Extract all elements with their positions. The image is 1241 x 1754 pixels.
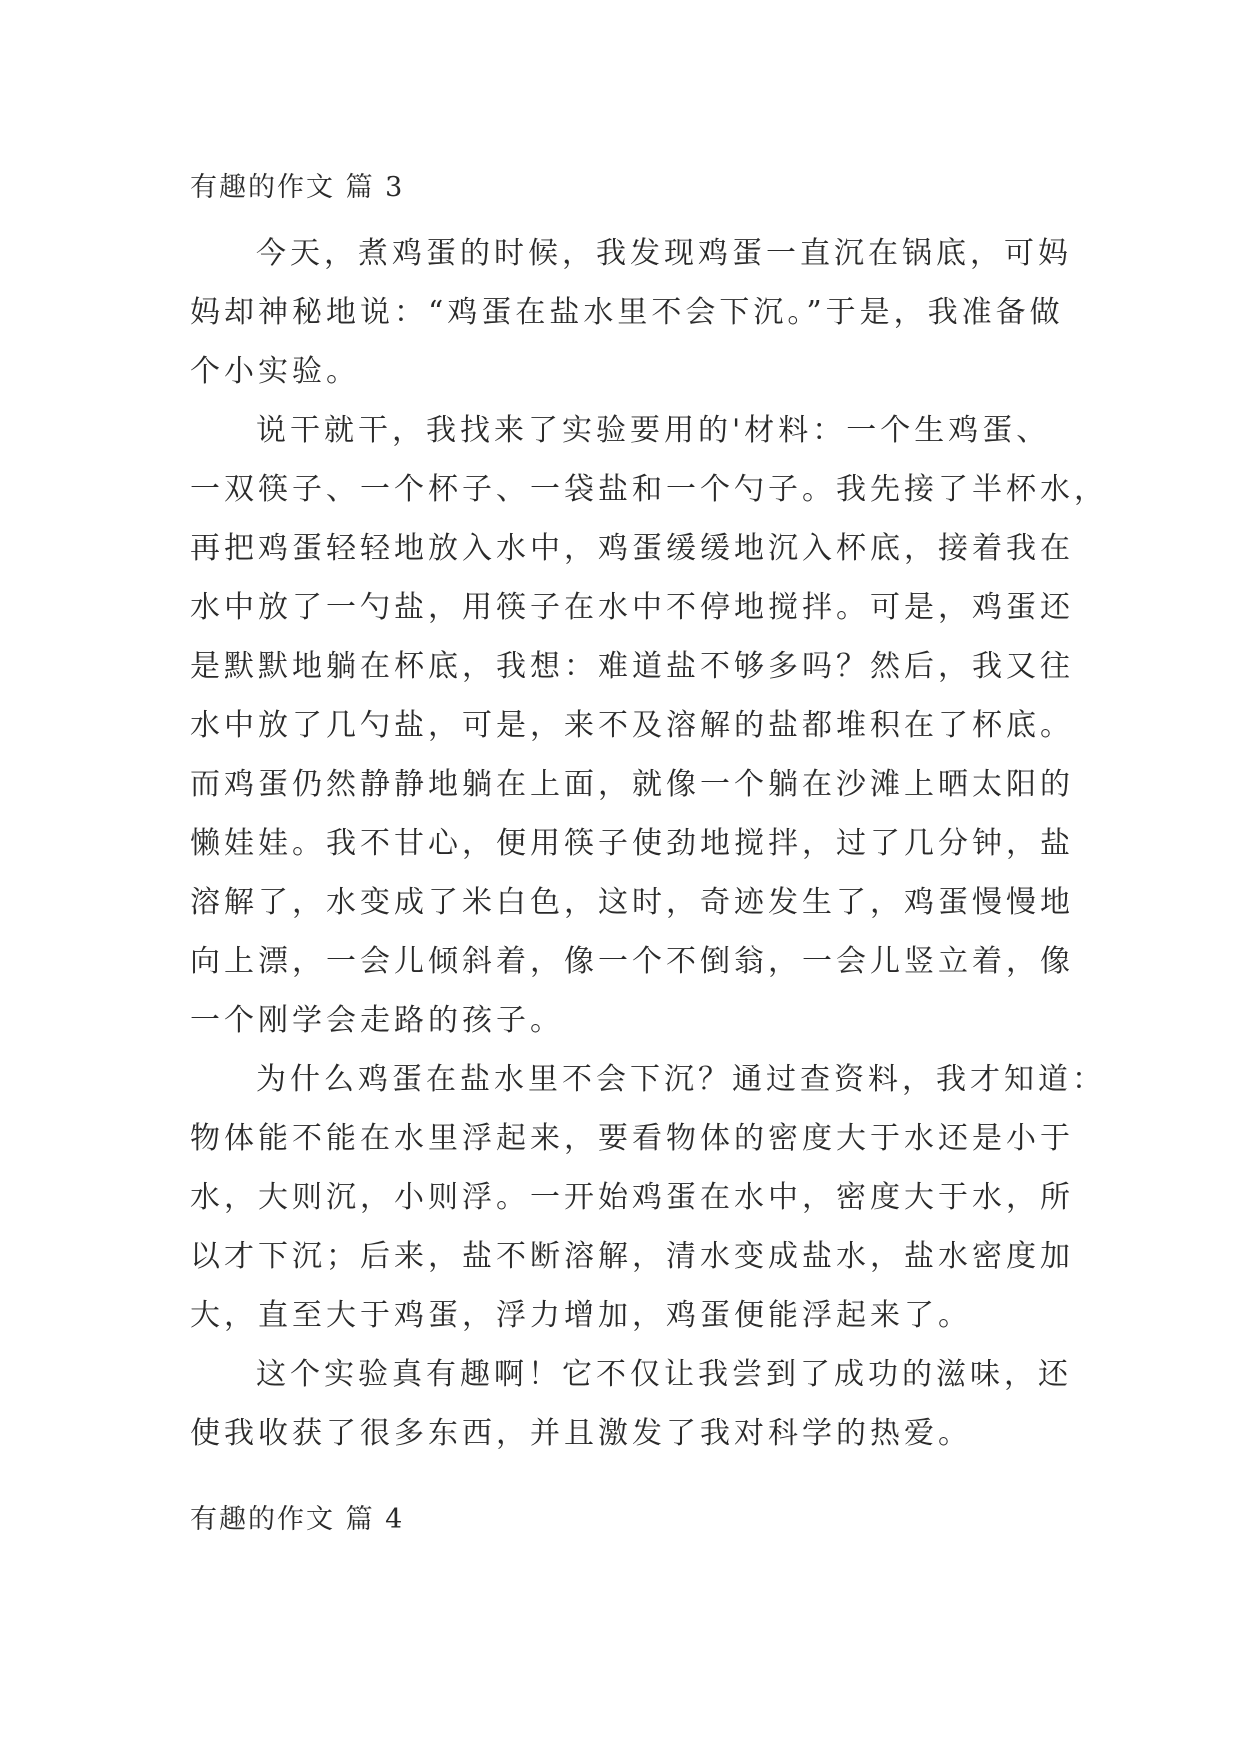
- essay-line: 懒娃娃。我不甘心，便用筷子使劲地搅拌，过了几分钟，盐: [190, 826, 1074, 861]
- essay-line: 说干就干，我找来了实验要用的'材料：一个生鸡蛋、: [256, 413, 1051, 448]
- essay-line: 大，直至大于鸡蛋，浮力增加，鸡蛋便能浮起来了。: [190, 1298, 972, 1333]
- section-title-1: 有趣的作文 篇 3: [190, 172, 405, 203]
- essay-line: 物体能不能在水里浮起来，要看物体的密度大于水还是小于: [190, 1121, 1074, 1156]
- essay-line: 再把鸡蛋轻轻地放入水中，鸡蛋缓缓地沉入杯底，接着我在: [190, 531, 1074, 566]
- essay-line: 一个刚学会走路的孩子。: [190, 1003, 564, 1038]
- essay-line: 今天，煮鸡蛋的时候，我发现鸡蛋一直沉在锅底，可妈: [256, 236, 1072, 271]
- section-title-2: 有趣的作文 篇 4: [190, 1504, 405, 1535]
- essay-line: 使我收获了很多东西，并且激发了我对科学的热爱。: [190, 1416, 972, 1451]
- essay-line: 水中放了一勺盐，用筷子在水中不停地搅拌。可是，鸡蛋还: [190, 590, 1074, 625]
- essay-line: 水中放了几勺盐，可是，来不及溶解的盐都堆积在了杯底。: [190, 708, 1074, 743]
- essay-line: 而鸡蛋仍然静静地躺在上面，就像一个躺在沙滩上晒太阳的: [190, 767, 1074, 802]
- essay-line: 一双筷子、一个杯子、一袋盐和一个勺子。我先接了半杯水，: [190, 472, 1108, 507]
- essay-body: [190, 224, 1108, 1463]
- essay-line: 溶解了，水变成了米白色，这时，奇迹发生了，鸡蛋慢慢地: [190, 885, 1074, 920]
- essay-line: 为什么鸡蛋在盐水里不会下沉？通过查资料，我才知道：: [256, 1062, 1106, 1097]
- essay-line: 个小实验。: [190, 354, 360, 389]
- essay-line: 是默默地躺在杯底，我想：难道盐不够多吗？然后，我又往: [190, 649, 1074, 684]
- essay-line: 向上漂，一会儿倾斜着，像一个不倒翁，一会儿竖立着，像: [190, 944, 1074, 979]
- essay-line: 以才下沉；后来，盐不断溶解，清水变成盐水，盐水密度加: [190, 1239, 1074, 1274]
- essay-line: 水，大则沉，小则浮。一开始鸡蛋在水中，密度大于水，所: [190, 1180, 1074, 1215]
- essay-line: 妈却神秘地说：“鸡蛋在盐水里不会下沉。”于是，我准备做: [190, 295, 1064, 330]
- essay-line: 这个实验真有趣啊！它不仅让我尝到了成功的滋味，还: [256, 1357, 1072, 1392]
